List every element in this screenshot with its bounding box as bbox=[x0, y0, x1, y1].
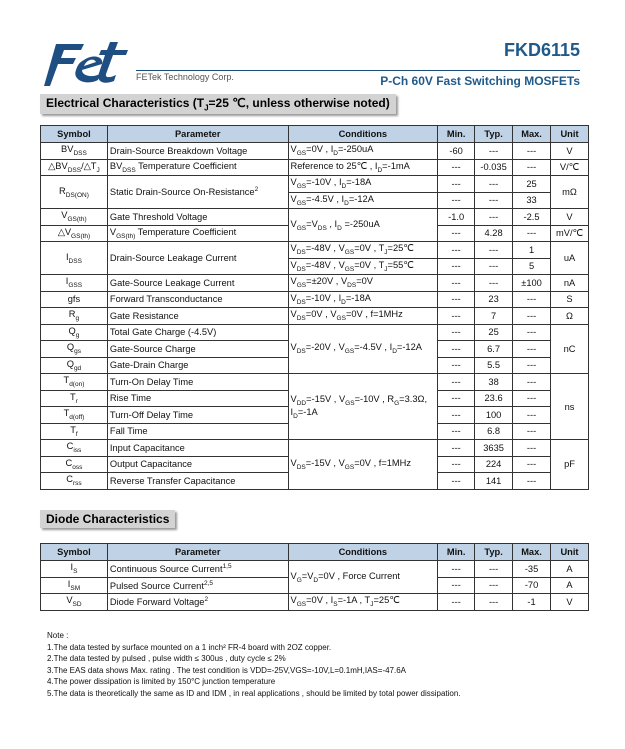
col-header: Conditions bbox=[288, 544, 438, 561]
col-header: Max. bbox=[513, 544, 551, 561]
electrical-characteristics-table bbox=[40, 125, 589, 490]
table-row: $V_{DS}=-48V$ , $V_{GS}=0V$ , $T_J=55℃$ --- --- 5 bbox=[41, 258, 589, 275]
table-row: $T_{d(on)}$ Turn-On Delay Time $V_{DD}=-15V$ , $V_{GS}=-10V$ , $R_G=3.3\Omega$, $I_D=-1A$ --- 38 --- ns bbox=[41, 374, 589, 391]
table-row: $C_{oss}$ Output Capacitance --- 224 --- bbox=[41, 456, 589, 473]
col-header: Conditions bbox=[288, 126, 438, 143]
table-row: $T_f$ Fall Time --- 6.8 --- bbox=[41, 423, 589, 440]
table-row: $C_{rss}$ Reverse Transfer Capacitance --- 141 --- bbox=[41, 473, 589, 490]
table-row: $V_{SD}$ Diode Forward Voltage$^2$ $V_{GS}=0V$ , $I_S=-1A$ , $T_J=25℃$ --- --- -1 V bbox=[41, 594, 589, 611]
col-header: Max. bbox=[513, 126, 551, 143]
table-header-row bbox=[41, 126, 589, 143]
page-header bbox=[0, 0, 625, 95]
note-line: 2.The data tested by pulsed , pulse width ≤ 300us , duty cycle ≤ 2% bbox=[47, 654, 286, 663]
electrical-section-title: Electrical Characteristics ($T_J=25$ ℃, unless otherwise noted) bbox=[40, 94, 396, 114]
diode-section-title: Diode Characteristics bbox=[40, 510, 175, 528]
table-row: $T_{d(off)}$ Turn-Off Delay Time --- 100 --- bbox=[41, 407, 589, 424]
note-line: Note : bbox=[47, 631, 69, 640]
table-row: $Q_{gd}$ Gate-Drain Charge --- 5.5 --- bbox=[41, 357, 589, 374]
col-header: Parameter bbox=[107, 544, 288, 561]
table-row: $V_{GS}=-4.5V$ , $I_D=-12A$ --- --- 33 bbox=[41, 192, 589, 209]
part-number: FKD6115 bbox=[503, 40, 580, 60]
table-row: $BV_{DSS}$ Drain-Source Breakdown Voltage $V_{GS}=0V$ , $I_D=-250uA$ -60 --- --- V bbox=[41, 143, 589, 160]
header-rule bbox=[136, 70, 580, 71]
note-line: 5.The data is theoretically the same as ID and IDM , in real applications , should be limited by total power dissipation. bbox=[47, 688, 461, 698]
table-row: $I_S$ Continuous Source Current$^{1,5}$ $V_G=V_D=0V$ , Force Current --- --- -35 A bbox=[41, 561, 589, 578]
col-header: Typ. bbox=[475, 544, 513, 561]
table-row: $R_{DS(ON)}$ Static Drain-Source On-Resistance$^2$ $V_{GS}=-10V$ , $I_D=-18A$ --- --- 25 mΩ bbox=[41, 176, 589, 193]
company-name: FETek Technology Corp. bbox=[136, 72, 234, 82]
note-line: 1.The data tested by surface mounted on a 1 inch² FR-4 board with 2OZ copper. bbox=[47, 642, 332, 652]
table-row: $Q_{gs}$ Gate-Source Charge --- 6.7 --- bbox=[41, 341, 589, 358]
col-header: Unit bbox=[551, 126, 589, 143]
col-header: Typ. bbox=[475, 126, 513, 143]
note-line: 4.The power dissipation is limited by 150°C junction temperature bbox=[47, 677, 276, 686]
col-header: Min. bbox=[438, 544, 475, 561]
notes-block bbox=[47, 630, 461, 699]
table-row: $\triangle V_{GS(th)}$ $V_{GS(th)}$ Temperature Coefficient --- 4.28 --- mV/℃ bbox=[41, 225, 589, 242]
table-header-row bbox=[41, 544, 589, 561]
diode-characteristics-table bbox=[40, 543, 589, 611]
col-header: Symbol bbox=[41, 544, 108, 561]
col-header: Min. bbox=[438, 126, 475, 143]
table-row: $V_{GS(th)}$ Gate Threshold Voltage $V_{GS}=V_{DS}$ , $I_D =-250uA$ -1.0 --- -2.5 V bbox=[41, 209, 589, 226]
col-header: Symbol bbox=[41, 126, 108, 143]
product-subtitle: P-Ch 60V Fast Switching MOSFETs bbox=[380, 74, 580, 88]
table-row: $\triangle BV_{DSS}/\triangle T_J$ $BV_{DSS}$ Temperature Coefficient Reference to 25℃ , $I_D=-1mA$ --- -0.035 --- V/℃ bbox=[41, 159, 589, 176]
col-header: Unit bbox=[551, 544, 589, 561]
col-header: Parameter bbox=[107, 126, 288, 143]
table-row: $I_{SM}$ Pulsed Source Current$^{2,5}$ --- --- -70 A bbox=[41, 577, 589, 594]
table-row: $T_r$ Rise Time --- 23.6 --- bbox=[41, 390, 589, 407]
table-row: $Q_g$ Total Gate Charge (-4.5V) $V_{DS}=-20V$ , $V_{GS}=-4.5V$ , $I_D=-12A$ --- 25 --- nC bbox=[41, 324, 589, 341]
table-row: $R_g$ Gate Resistance $V_{DS}=0V$ , $V_{GS}=0V$ , f=1MHz --- 7 --- Ω bbox=[41, 308, 589, 325]
table-row: $C_{iss}$ Input Capacitance $V_{DS}=-15V$ , $V_{GS}=0V$ , f=1MHz --- 3635 --- pF bbox=[41, 440, 589, 457]
table-row: $I_{GSS}$ Gate-Source Leakage Current $V_{GS}=\pm 20V$ , $V_{DS}=0V$ --- --- ±100 nA bbox=[41, 275, 589, 292]
table-row: gfs Forward Transconductance $V_{DS}=-10V$ , $I_D=-18A$ --- 23 --- S bbox=[41, 291, 589, 308]
table-row: $I_{DSS}$ Drain-Source Leakage Current $V_{DS}=-48V$ , $V_{GS}=0V$ , $T_J=25℃$ --- --- 1 uA bbox=[41, 242, 589, 259]
note-line: 3.The EAS data shows Max. rating . The test condition is VDD=-25V,VGS=-10V,L=0.1mH,IAS=-47.6A bbox=[47, 665, 407, 675]
fet-logo-icon bbox=[44, 38, 134, 90]
